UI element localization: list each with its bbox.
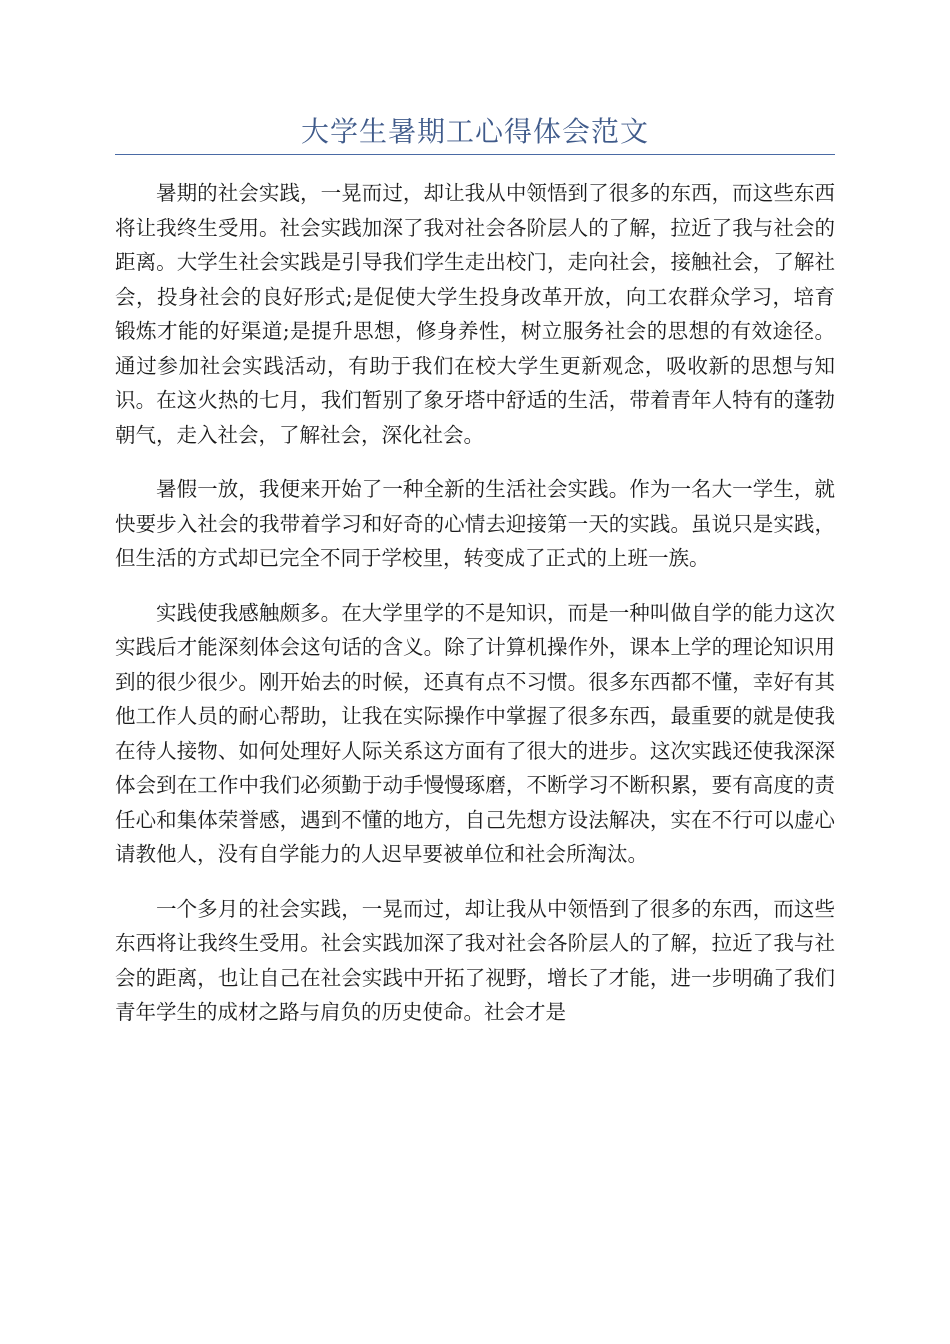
paragraph-1: 暑期的社会实践，一晃而过，却让我从中领悟到了很多的东西，而这些东西将让我终生受用。社会实践加深了我对社会各阶层人的了解，拉近了我与社会的距离。大学生社会实践是引导我们学生走出校门，走向社会，接触社会，了解社会，投身社会的良好形式;是促使大学生投身改革开放，向工农群众学习，培育锻炼才能的好渠道;是提升思想，修身养性，树立服务社会的思想的有效途径。通过参加社会实践活动，有助于我们在校大学生更新观念，吸收新的思想与知识。在这火热的七月，我们暂别了象牙塔中舒适的生活，带着青年人特有的蓬勃朝气，走入社会，了解社会，深化社会。: [115, 181, 835, 447]
paragraph-3: 实践使我感触颇多。在大学里学的不是知识，而是一种叫做自学的能力这次实践后才能深刻体会这句话的含义。除了计算机操作外，课本上学的理论知识用到的很少很少。刚开始去的时候，还真有点不习惯。很多东西都不懂，幸好有其他工作人员的耐心帮助，让我在实际操作中掌握了很多东西，最重要的就是使我在待人接物、如何处理好人际关系这方面有了很大的进步。这次实践还使我深深体会到在工作中我们必须勤于动手慢慢琢磨，不断学习不断积累，要有高度的责任心和集体荣誉感，遇到不懂的地方，自己先想方设法解决，实在不行可以虚心请教他人，没有自学能力的人迟早要被单位和社会所淘汰。: [115, 600, 835, 866]
document-title: 大学生暑期工心得体会范文: [300, 115, 649, 148]
paragraph-2: 暑假一放，我便来开始了一种全新的生活社会实践。作为一名大一学生，就快要步入社会的我带着学习和好奇的心情去迎接第一天的实践。虽说只是实践，但生活的方式却已完全不同于学校里，转变成了正式的上班一族。: [115, 477, 835, 570]
document-body: [115, 176, 835, 1050]
paragraph-4: 一个多月的社会实践，一晃而过，却让我从中领悟到了很多的东西，而这些东西将让我终生受用。社会实践加深了我对社会各阶层人的了解，拉近了我与社会的距离，也让自己在社会实践中开拓了视野，增长了才能，进一步明确了我们青年学生的成材之路与肩负的历史使命。社会才是: [115, 896, 835, 1024]
title-divider: [115, 154, 835, 155]
